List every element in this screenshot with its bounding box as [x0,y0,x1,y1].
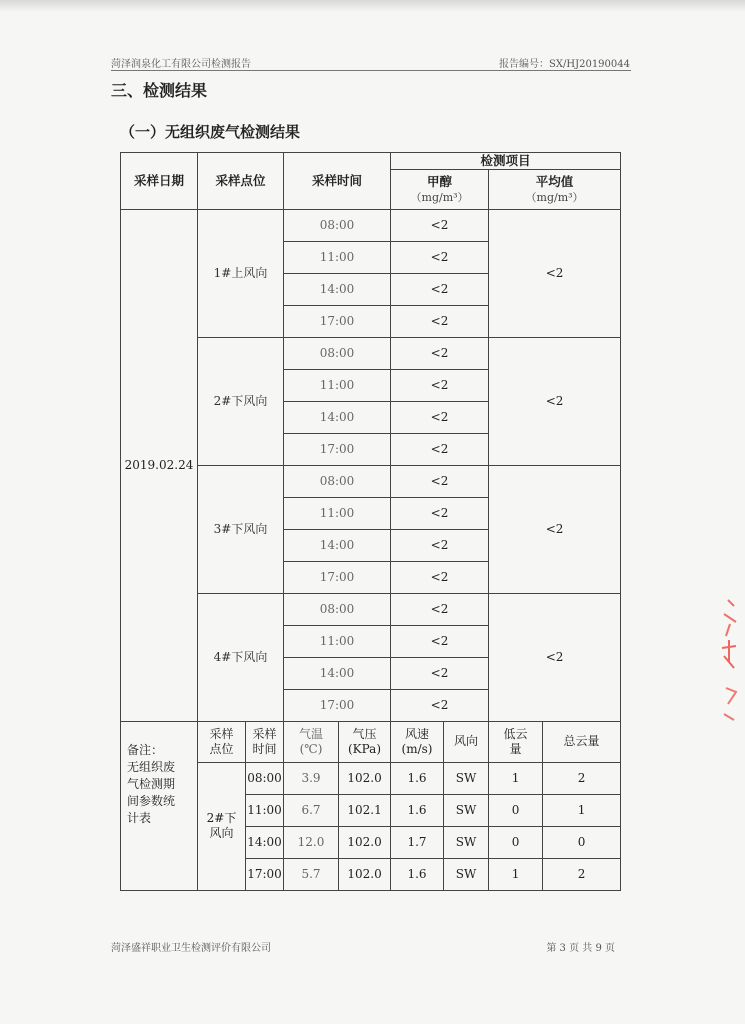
params-col-temp [284,721,339,762]
methanol-value: <2 [391,625,489,657]
params-wind-speed: 1.7 [391,826,444,858]
params-temp: 12.0 [284,826,339,858]
sampling-time: 17:00 [284,689,391,721]
header-company: 菏泽润泉化工有限公司检测报告 [111,59,251,70]
methanol-value: <2 [391,593,489,625]
params-temp: 3.9 [284,762,339,794]
params-time: 14:00 [246,826,284,858]
params-low-cloud: 0 [489,826,543,858]
note-line: 备注： [127,742,164,757]
params-time: 11:00 [246,794,284,826]
subsection-title: （一）无组织废气检测结果 [120,123,301,141]
params-time: 08:00 [246,762,284,794]
params-col-time-line-1: 采样 [252,726,277,741]
params-col-low-cloud-line-1: 低云 [503,726,528,741]
average-value: <2 [489,209,621,337]
params-col-temp-line-2: (℃) [299,741,323,756]
params-pressure: 102.0 [339,858,391,890]
params-wind-speed: 1.6 [391,858,444,890]
sampling-time: 08:00 [284,593,391,625]
params-point-line-2: 风向 [209,826,234,841]
sampling-date: 2019.02.24 [121,209,198,721]
results-table [120,152,621,891]
params-pressure: 102.0 [339,826,391,858]
sampling-time: 08:00 [284,209,391,241]
params-total-cloud: 1 [543,794,621,826]
note-line: 计表 [127,810,152,825]
sampling-point: 3#下风向 [198,465,284,593]
section-title: 三、检测结果 [111,81,208,100]
footer-company: 菏泽盛祥职业卫生检测评价有限公司 [111,943,271,954]
methanol-value: <2 [391,689,489,721]
params-col-total-cloud: 总云量 [543,721,621,762]
sampling-time: 11:00 [284,625,391,657]
params-col-wind-dir: 风向 [444,721,489,762]
seal-stamp-edge [712,596,740,746]
params-col-pressure-line-1: 气压 [352,726,377,741]
note-line: 间参数统 [127,793,176,808]
sampling-time: 17:00 [284,305,391,337]
col-header-methanol [391,169,489,209]
params-point-line-1: 2#下 [206,811,237,826]
methanol-value: <2 [391,241,489,273]
sampling-point: 2#下风向 [198,337,284,465]
params-wind-dir: SW [444,762,489,794]
params-col-low-cloud-line-2: 量 [509,741,522,756]
note-line: 气检测期 [127,776,176,791]
params-time: 17:00 [246,858,284,890]
params-wind-dir: SW [444,858,489,890]
col-header-average [489,169,621,209]
params-wind-speed: 1.6 [391,794,444,826]
sampling-time: 17:00 [284,433,391,465]
params-col-point-line-2: 点位 [209,741,234,756]
methanol-value: <2 [391,337,489,369]
methanol-value: <2 [391,369,489,401]
params-col-pressure-line-2: (KPa) [348,741,382,756]
average-value: <2 [489,465,621,593]
params-col-time-line-2: 时间 [252,741,277,756]
params-col-pressure [339,721,391,762]
params-pressure: 102.1 [339,794,391,826]
average-value: <2 [489,593,621,721]
params-col-time [246,721,284,762]
params-wind-dir: SW [444,826,489,858]
params-low-cloud: 0 [489,794,543,826]
params-pressure: 102.0 [339,762,391,794]
sampling-time: 11:00 [284,369,391,401]
methanol-value: <2 [391,401,489,433]
methanol-label: 甲醇 [427,173,453,189]
params-col-wind-speed-line-2: (m/s) [401,741,433,756]
methanol-value: <2 [391,209,489,241]
params-temp: 6.7 [284,794,339,826]
sampling-time: 11:00 [284,241,391,273]
header-report-number: 报告编号：SX/HJ20190044 [499,59,630,70]
sampling-time: 11:00 [284,497,391,529]
methanol-value: <2 [391,433,489,465]
methanol-value: <2 [391,657,489,689]
params-col-wind-speed-line-1: 风速 [405,726,430,741]
params-point [198,762,246,890]
params-col-temp-line-1: 气温 [299,726,324,741]
scan-top-edge [0,0,745,12]
params-note [121,721,198,890]
sampling-time: 17:00 [284,561,391,593]
params-header-row [121,721,621,762]
header-row-1 [121,153,621,170]
methanol-value: <2 [391,529,489,561]
footer-page-number: 第 3 页 共 9 页 [546,943,615,954]
sampling-time: 08:00 [284,337,391,369]
params-col-point [198,721,246,762]
params-col-low-cloud [489,721,543,762]
col-header-date: 采样日期 [121,153,198,210]
params-total-cloud: 0 [543,826,621,858]
sampling-time: 14:00 [284,273,391,305]
sampling-time: 08:00 [284,465,391,497]
sampling-point: 1#上风向 [198,209,284,337]
col-header-time: 采样时间 [284,153,391,210]
params-col-wind-speed [391,721,444,762]
params-wind-dir: SW [444,794,489,826]
params-wind-speed: 1.6 [391,762,444,794]
sampling-time: 14:00 [284,401,391,433]
methanol-value: <2 [391,273,489,305]
note-line: 无组织废 [127,759,176,774]
params-total-cloud: 2 [543,858,621,890]
params-total-cloud: 2 [543,762,621,794]
average-unit: （mg/m³） [525,190,584,204]
params-low-cloud: 1 [489,858,543,890]
header-divider [111,70,631,71]
sampling-time: 14:00 [284,657,391,689]
table-row [121,209,621,241]
params-col-point-line-1: 采样 [209,726,234,741]
params-temp: 5.7 [284,858,339,890]
methanol-value: <2 [391,561,489,593]
col-header-items: 检测项目 [391,153,621,170]
sampling-point: 4#下风向 [198,593,284,721]
methanol-unit: （mg/m³） [410,190,469,204]
col-header-point: 采样点位 [198,153,284,210]
average-label: 平均值 [535,173,574,189]
methanol-value: <2 [391,465,489,497]
params-low-cloud: 1 [489,762,543,794]
sampling-time: 14:00 [284,529,391,561]
methanol-value: <2 [391,497,489,529]
average-value: <2 [489,337,621,465]
methanol-value: <2 [391,305,489,337]
